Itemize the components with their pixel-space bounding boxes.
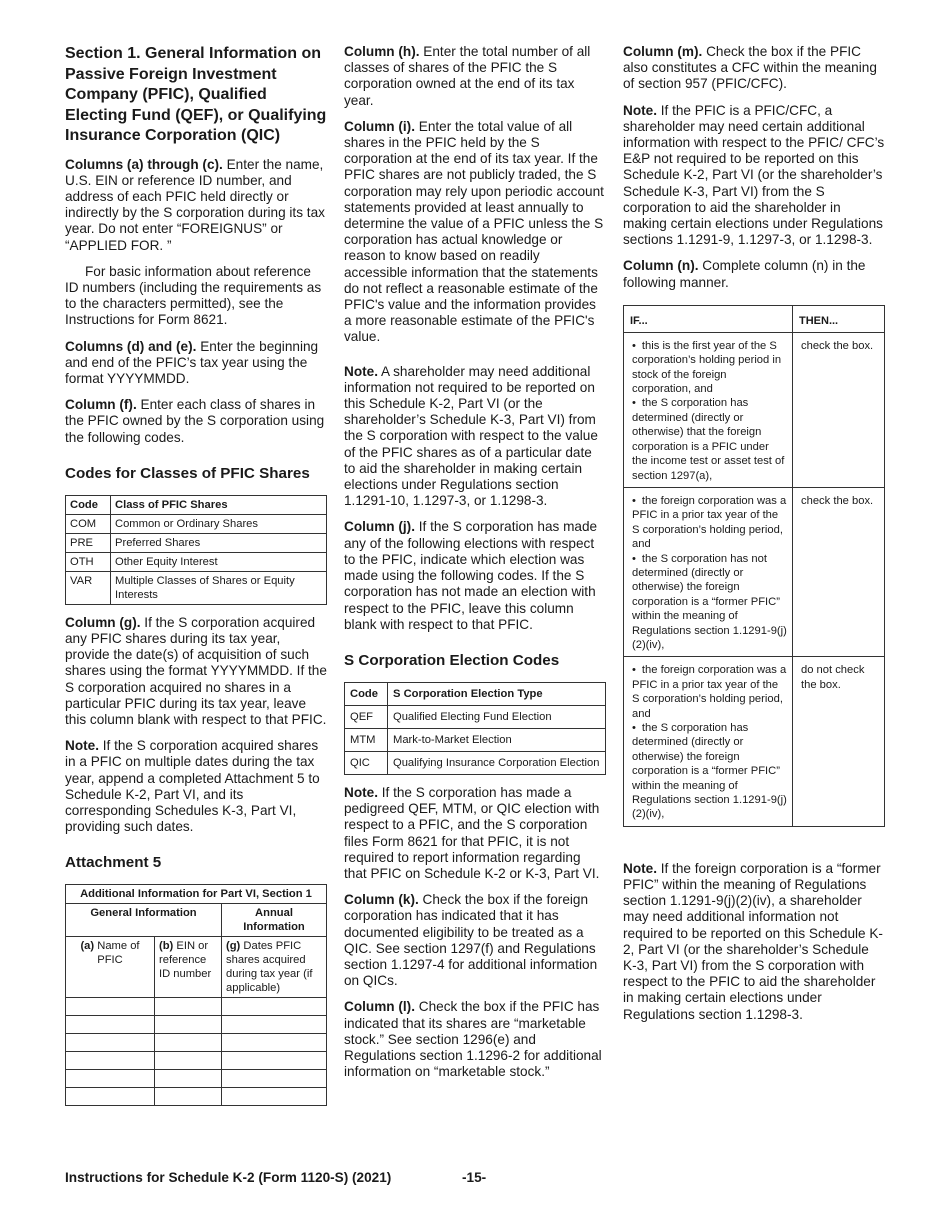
paragraph-note-value: Note. A shareholder may need additional information not required to be reported on this Schedule K-2, Part VI (or the shareholder’s Schedule K-3, Part VI) from the S corporation with respect to the value of the PFIC shares as of a particular date to aid the shareholder in making certain elections under Regulations section 1.1291-10, 1.1297-3, or 1.1298-3. <box>344 363 598 509</box>
attachment-heading: Attachment 5 <box>65 854 162 872</box>
table-row: • the foreign corporation was a PFIC in a prior tax year of the S corporation’s holding period, and • the S corporation has not determined (directly or otherwise) the foreign corporation is a “former PFIC” within the meaning of Regulations section 1.1291-9(j)(2)(iv), check the box. <box>624 487 885 656</box>
paragraph-note-former-pfic: Note. If the foreign corporation is a “former PFIC” within the meaning of Regulations section 1.1291-9(j)(2)(iv), a shareholder may need additional information not required to be reported on this Schedule K-2, Part VI (or the shareholder’s Schedule K-3, Part VI) from the S corporation with respect to the PFIC to aid the shareholder in making certain elections under Regulations section 1.1298-3. <box>623 860 883 1022</box>
paragraph-column-l: Column (l). Check the box if the PFIC has indicated that its shares are “marketable stock.” See section 1296(e) and Regulations section 1.1296-2 for additional information on “marketable stock.” <box>344 999 602 1080</box>
paragraph-column-f: Column (f). Enter each class of shares in the PFIC owned by the S corporation using the following codes. <box>65 397 325 445</box>
table-row: PRE Preferred Shares <box>66 533 327 552</box>
table-row: • this is the first year of the S corporation’s holding period in stock of the foreign corporation, and • the S corporation has determined (directly or otherwise) that the foreign corporation is a PFIC under the income test or asset test of section 1297(a), check the box. <box>624 332 885 487</box>
column-2 <box>344 44 606 1090</box>
table-row: OTH Other Equity Interest <box>66 552 327 571</box>
table-header-row: Code S Corporation Election Type <box>345 682 606 705</box>
table-row <box>66 998 327 1016</box>
table-header-row: Code Class of PFIC Shares <box>66 495 327 514</box>
paragraph-column-g: Column (g). If the S corporation acquired any PFIC shares during its tax year, provide the date(s) of acquisition of such shares using the format YYYYMMDD. If the S corporation acquired no shares in a particular PFIC during its tax year, leave this column blank with respect to that PFIC. <box>65 614 327 727</box>
column-3 <box>623 44 885 1033</box>
table-row: MTM Mark-to-Market Election <box>345 728 606 751</box>
paragraph-column-n: Column (n). Complete column (n) in the following manner. <box>623 258 866 290</box>
paragraph-columns-a-c: Columns (a) through (c). Enter the name, U.S. EIN or reference ID number, and address of each PFIC held directly or indirectly by the S corporation during its tax year. Do not enter “FOREIGNUS” or “APPLIED FOR. ” <box>65 156 325 253</box>
page-number: -15- <box>462 1170 487 1185</box>
pfic-share-codes-table <box>65 495 327 605</box>
table-row: COM Common or Ordinary Shares <box>66 514 327 533</box>
table-row <box>66 1034 327 1052</box>
paragraph-column-m: Column (m). Check the box if the PFIC also constitutes a CFC within the meaning of section 957 (PFIC/CFC). <box>623 44 877 92</box>
table-header-row: IF... THEN... <box>624 305 885 332</box>
section-title: Section 1. General Information on Passive Foreign Investment Company (PFIC), Qualified Electing Fund (QEF), or Qualifying Insurance Corporation (QIC) <box>65 45 327 144</box>
table-row <box>66 1016 327 1034</box>
table-title-row: Additional Information for Part VI, Section 1 <box>66 885 327 904</box>
paragraph-reference-id: For basic information about reference ID numbers (including the requirements as to the characters permitted), see the Instructions for Form 8621. <box>65 263 322 328</box>
election-codes-heading: S Corporation Election Codes <box>344 651 560 669</box>
election-codes-table <box>344 682 606 775</box>
codes-heading: Codes for Classes of PFIC Shares <box>65 464 310 482</box>
table-row: QIC Qualifying Insurance Corporation Election <box>345 751 606 774</box>
table-row <box>66 1070 327 1088</box>
paragraph-column-i: Column (i). Enter the total value of all shares in the PFIC held by the S corporation at the end of its tax year. If the PFIC shares are not publicly traded, the S corporation may rely upon periodic account statements provided at least annually to determine the value of a PFIC unless the S corporation has actual knowledge or reason to know based on readily accessible information that the statements do not reflect a reasonable estimate of the PFIC's value and the information provides a more reasonable estimate of the PFIC's value. <box>344 118 604 345</box>
page-footer <box>65 1170 487 1185</box>
table-row: QEF Qualified Electing Fund Election <box>345 705 606 728</box>
table-header-row: (a) Name of PFIC (b) EIN or reference ID number (g) Dates PFIC shares acquired during tax year (if applicable) <box>66 937 327 998</box>
table-row <box>66 1088 327 1106</box>
table-row: VAR Multiple Classes of Shares or Equity Interests <box>66 571 327 604</box>
paragraph-note-multiple-dates: Note. If the S corporation acquired shares in a PFIC on multiple dates during the tax year, append a completed Attachment 5 to Schedule K-2, Part VI, and its corresponding Schedules K-3, Part VI, providing such dates. <box>65 738 320 835</box>
table-row: • the foreign corporation was a PFIC in a prior tax year of the S corporation’s holding period, and • the S corporation has determined (directly or otherwise) the foreign corporation is a “former PFIC” within the meaning of Regulations section 1.1291-9(j)(2)(iv), do not check the box. <box>624 657 885 826</box>
table-group-row: General Information Annual Information <box>66 904 327 937</box>
paragraph-column-k: Column (k). Check the box if the foreign corporation has indicated that it has documented eligibility to be treated as a QIC. See section 1297(f) and Regulations section 1.1297-4 for additional information on QICs. <box>344 892 598 989</box>
footer-form-title: Instructions for Schedule K-2 (Form 1120-S) (2021) <box>65 1170 392 1185</box>
paragraph-column-j: Column (j). If the S corporation has made any of the following elections with respect to the PFIC, indicate which election was made using the following codes. If the S corporation has not made an election with respect to the PFIC, leave this column blank with respect to that PFIC. <box>344 519 598 632</box>
paragraph-note-pfic-cfc: Note. If the PFIC is a PFIC/CFC, a shareholder may need certain additional information with respect to the PFIC/ CFC’s E&P not required to be reported on this Schedule K-2, Part VI (or the shareholder’s Schedule K-3, Part VI) from the S corporation to aid the shareholder in making certain elections under Regulations sections 1.1291-9, 1.1297-3, or 1.1298-3. <box>623 102 885 248</box>
column-1 <box>65 44 327 1106</box>
table-row <box>66 1052 327 1070</box>
paragraph-column-h: Column (h). Enter the total number of all classes of shares of the PFIC the S corporation owned at the end of its tax year. <box>344 44 591 108</box>
paragraph-note-pedigreed: Note. If the S corporation has made a pedigreed QEF, MTM, or QIC election with respect to a PFIC, and the S corporation files Form 8621 for that PFIC, it is not required to report information regarding that PFIC on Schedule K-2 or K-3, Part VI. <box>344 784 600 881</box>
if-then-table <box>623 305 885 827</box>
attachment-5-table <box>65 884 327 1106</box>
paragraph-columns-d-e: Columns (d) and (e). Enter the beginning and end of the PFIC’s tax year using the format YYYYMMDD. <box>65 338 319 386</box>
